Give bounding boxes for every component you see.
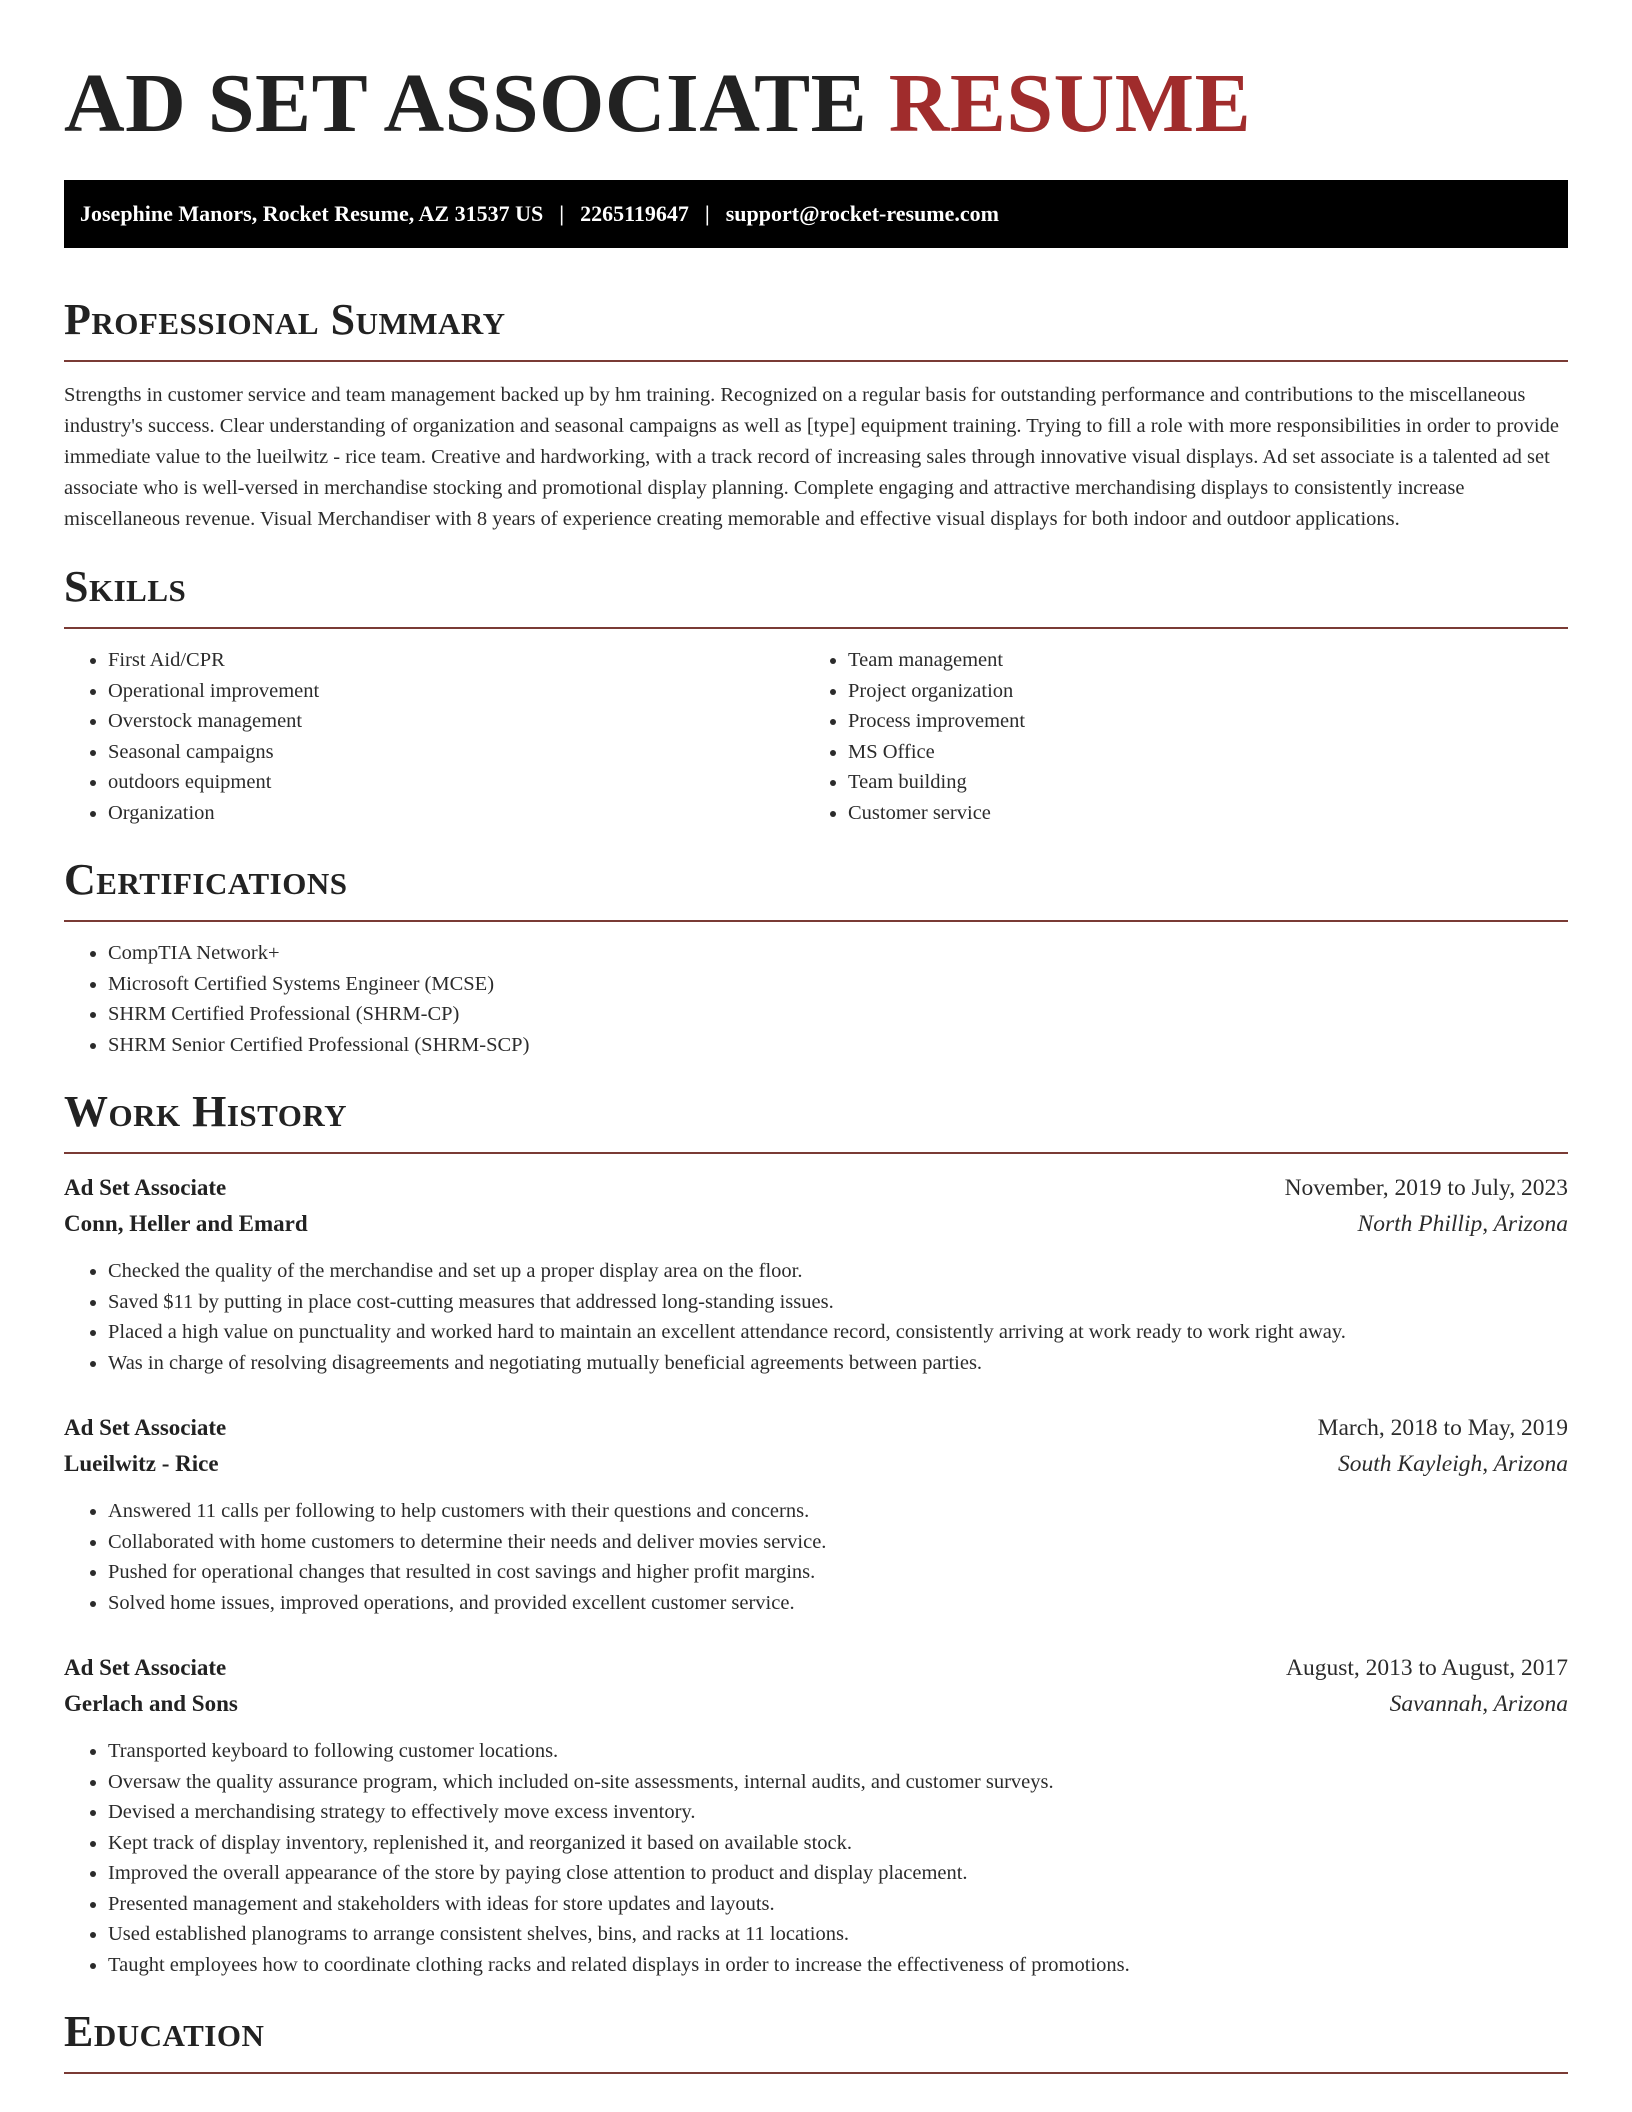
- skill-item: • Team building: [848, 767, 1568, 798]
- job-entry: [64, 1650, 1568, 1980]
- skill-item: • Project organization: [848, 676, 1568, 707]
- summary-text: Strengths in customer service and team management backed up by hm training. Recognized on a regular basis for outstanding performance and contributions to the miscellaneous industry's success. Clear understanding of organization and seasonal campaigns as well as [type] equipment training. Trying to fill a role with more responsibilities in order to provide immediate value to the lueilwitz - rice team. Creative and hardworking, with a track record of increasing sales through innovative visual displays. Ad set associate is a talented ad set associate who is well-versed in merchandise stocking and promotional display planning. Complete engaging and attractive merchandising displays to consistently increase miscellaneous revenue. Visual Merchandiser with 8 years of experience creating memorable and effective visual displays for both indoor and outdoor applications.: [64, 384, 1559, 530]
- job-location: Savannah, Arizona: [1389, 1691, 1568, 1717]
- certification-item: • SHRM Senior Certified Professional (SHRM-SCP): [108, 1030, 1568, 1061]
- skills-grid: [64, 629, 1568, 828]
- job-bullet: • Used established planograms to arrange consistent shelves, bins, and racks at 11 locations.: [108, 1919, 1568, 1950]
- job-header: [64, 1410, 1568, 1446]
- contact-separator: |: [704, 201, 710, 226]
- title-main: AD SET ASSOCIATE: [64, 57, 868, 150]
- job-title: Ad Set Associate: [64, 1655, 227, 1680]
- job-header: [64, 1650, 1568, 1686]
- skill-item: • outdoors equipment: [108, 767, 804, 798]
- certification-item: • Microsoft Certified Systems Engineer (MCSE): [108, 969, 1568, 1000]
- skill-item: • Organization: [108, 798, 804, 829]
- job-bullet: • Collaborated with home customers to determine their needs and deliver movies service.: [108, 1527, 1568, 1558]
- certifications-list: [64, 938, 1568, 1060]
- contact-email: support@rocket-resume.com: [725, 201, 999, 226]
- job-subheader: [64, 1446, 1568, 1482]
- job-bullets: [64, 1736, 1568, 1980]
- skill-item: • MS Office: [848, 737, 1568, 768]
- certifications-heading: Certifications: [64, 855, 348, 904]
- skills-heading: Skills: [64, 562, 187, 611]
- job-bullets: [64, 1256, 1568, 1378]
- contact-separator: |: [559, 201, 565, 226]
- certifications-section: [64, 854, 1568, 1060]
- skill-item: • Team management: [848, 645, 1568, 676]
- job-bullet: • Devised a merchandising strategy to effectively move excess inventory.: [108, 1797, 1568, 1828]
- job-subheader: [64, 1206, 1568, 1242]
- job-dates: August, 2013 to August, 2017: [1285, 1655, 1568, 1681]
- job-subheader: [64, 1686, 1568, 1722]
- job-bullet: • Kept track of display inventory, replenished it, and reorganized it based on available stock.: [108, 1828, 1568, 1859]
- job-bullet: • Presented management and stakeholders with ideas for store updates and layouts.: [108, 1889, 1568, 1920]
- job-bullets: [64, 1496, 1568, 1618]
- job-title: Ad Set Associate: [64, 1175, 227, 1200]
- job-bullet: • Solved home issues, improved operations, and provided excellent customer service.: [108, 1588, 1568, 1619]
- job-bullet: • Saved $11 by putting in place cost-cutting measures that addressed long-standing issues.: [108, 1287, 1568, 1318]
- job-entry: [64, 1170, 1568, 1378]
- skill-item: • Overstock management: [108, 706, 804, 737]
- job-bullet: • Transported keyboard to following customer locations.: [108, 1736, 1568, 1767]
- contact-bar: [64, 180, 1568, 248]
- certification-item: • SHRM Certified Professional (SHRM-CP): [108, 999, 1568, 1030]
- section-divider: [64, 360, 1568, 362]
- job-bullet: • Oversaw the quality assurance program, which included on-site assessments, internal audits, and customer surveys.: [108, 1767, 1568, 1798]
- section-divider: [64, 2072, 1568, 2074]
- title-accent: RESUME: [888, 57, 1252, 150]
- job-bullet: • Answered 11 calls per following to help customers with their questions and concerns.: [108, 1496, 1568, 1527]
- skill-item: • Process improvement: [848, 706, 1568, 737]
- skills-section: [64, 561, 1568, 828]
- contact-address: Josephine Manors, Rocket Resume, AZ 31537 US: [80, 201, 544, 226]
- education-heading: Education: [64, 2007, 265, 2056]
- job-header: [64, 1170, 1568, 1206]
- skill-item: • Customer service: [848, 798, 1568, 829]
- skill-item: • First Aid/CPR: [108, 645, 804, 676]
- resume-title: [64, 0, 1568, 152]
- job-bullet: • Checked the quality of the merchandise and set up a proper display area on the floor.: [108, 1256, 1568, 1287]
- job-company: Gerlach and Sons: [64, 1691, 238, 1716]
- summary-section: [64, 294, 1568, 535]
- job-dates: March, 2018 to May, 2019: [1317, 1415, 1568, 1441]
- job-entry: [64, 1410, 1568, 1618]
- skills-list-left: [64, 645, 804, 828]
- skill-item: • Operational improvement: [108, 676, 804, 707]
- job-company: Conn, Heller and Emard: [64, 1211, 308, 1236]
- work-history-heading: Work History: [64, 1087, 348, 1136]
- job-title: Ad Set Associate: [64, 1415, 227, 1440]
- summary-heading: Professional Summary: [64, 295, 506, 344]
- education-section: [64, 2006, 1568, 2074]
- skill-item: • Seasonal campaigns: [108, 737, 804, 768]
- job-bullet: • Taught employees how to coordinate clothing racks and related displays in order to increase the effectiveness of promotions.: [108, 1950, 1568, 1981]
- job-location: South Kayleigh, Arizona: [1338, 1451, 1568, 1477]
- job-dates: November, 2019 to July, 2023: [1284, 1175, 1568, 1201]
- job-company: Lueilwitz - Rice: [64, 1451, 219, 1476]
- job-bullet: • Was in charge of resolving disagreements and negotiating mutually beneficial agreements between parties.: [108, 1348, 1568, 1379]
- job-location: North Phillip, Arizona: [1357, 1211, 1568, 1237]
- job-bullet: • Improved the overall appearance of the store by paying close attention to product and display placement.: [108, 1858, 1568, 1889]
- job-bullet: • Pushed for operational changes that resulted in cost savings and higher profit margins.: [108, 1557, 1568, 1588]
- section-divider: [64, 1152, 1568, 1154]
- section-divider: [64, 920, 1568, 922]
- certification-item: • CompTIA Network+: [108, 938, 1568, 969]
- skills-list-right: [804, 645, 1568, 828]
- contact-phone: 2265119647: [580, 201, 689, 226]
- job-bullet: • Placed a high value on punctuality and worked hard to maintain an excellent attendance record, consistently arriving at work ready to work right away.: [108, 1317, 1568, 1348]
- work-history-section: [64, 1086, 1568, 1980]
